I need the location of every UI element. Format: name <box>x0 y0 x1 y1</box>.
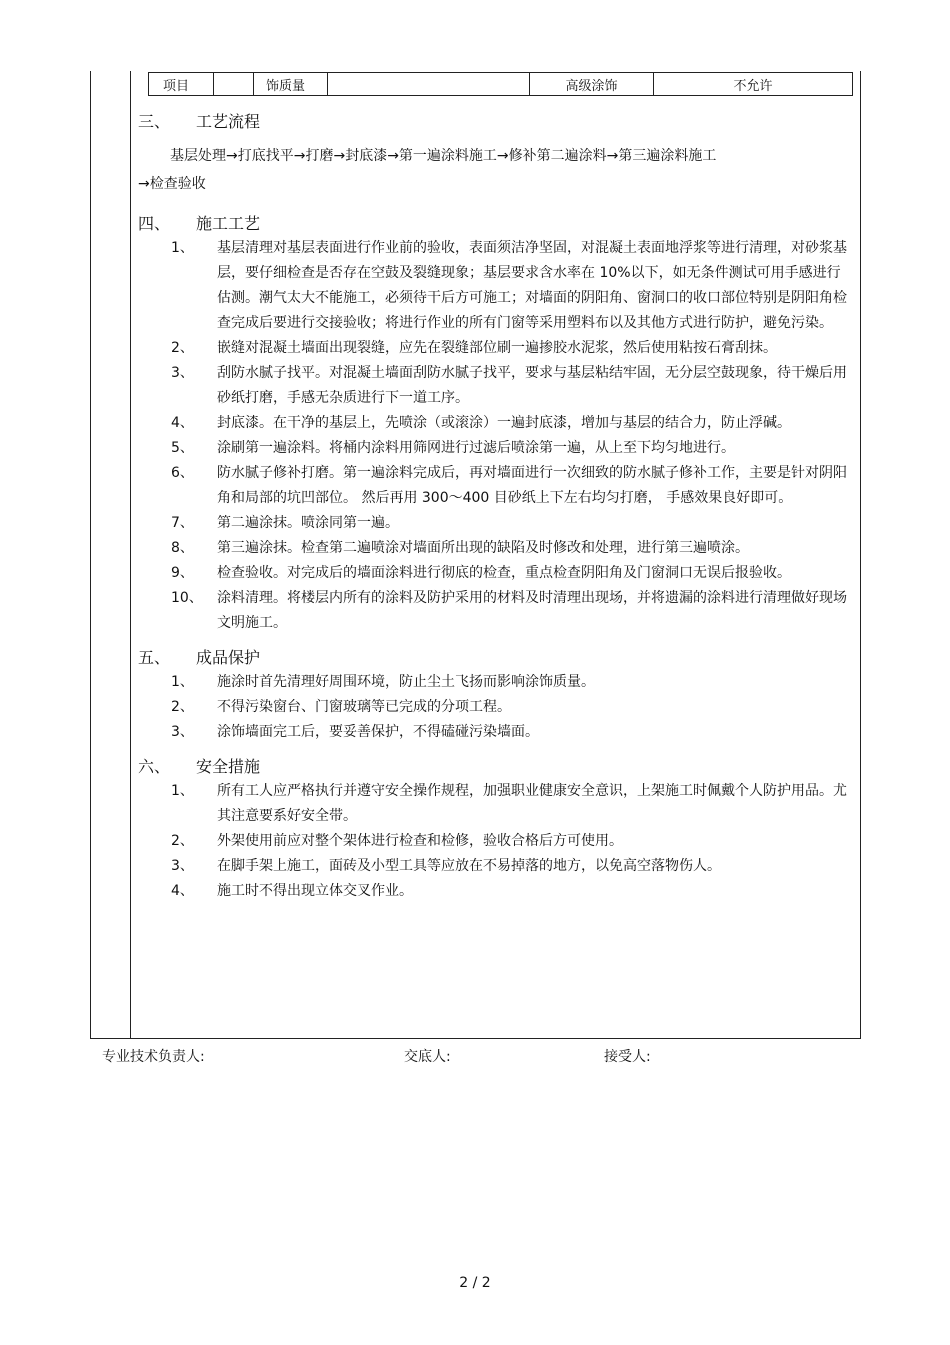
list-item <box>138 361 853 411</box>
quality-table-row <box>148 72 853 96</box>
item-text: 第三遍涂抹。检查第二遍喷涂对墙面所出现的缺陷及时修改和处理，进行第三遍喷涂。 <box>217 540 749 556</box>
section-heading-construction-process <box>138 208 853 236</box>
item-number: 6、 <box>171 465 194 481</box>
receiver-label: 接受人: <box>604 1049 651 1065</box>
section-number: 四、 <box>138 213 171 233</box>
table-cell-result: 不允许 <box>733 78 773 94</box>
left-column-divider <box>130 71 131 1039</box>
table-cell-empty <box>214 73 254 95</box>
item-number: 4、 <box>171 883 194 899</box>
item-number: 2、 <box>171 833 194 849</box>
list-item <box>138 695 853 720</box>
section-title: 施工工艺 <box>196 213 261 233</box>
construction-steps-list <box>138 236 853 636</box>
item-number: 8、 <box>171 540 194 556</box>
list-item <box>138 670 853 695</box>
tech-lead-label: 专业技术负责人: <box>102 1049 205 1065</box>
process-flow-line-2: →检查验收 <box>138 176 206 192</box>
item-text: 涂料清理。将楼层内所有的涂料及防护采用的材料及时清理出现场，并将遗漏的涂料进行清理做好现场文明施工。 <box>217 590 847 631</box>
list-item <box>138 336 853 361</box>
section-number: 六、 <box>138 756 171 776</box>
item-text: 嵌缝对混凝土墙面出现裂缝，应先在裂缝部位刷一遍掺胶水泥浆，然后使用粘按石膏刮抹。 <box>217 340 777 356</box>
section-heading-safety-measures <box>138 751 853 779</box>
safety-list <box>138 779 853 904</box>
item-text: 检查验收。对完成后的墙面涂料进行彻底的检查，重点检查阴阳角及门窗洞口无误后报验收。 <box>217 565 791 581</box>
list-item <box>138 829 853 854</box>
table-cell-grade: 高级涂饰 <box>530 73 654 95</box>
item-number: 2、 <box>171 340 194 356</box>
table-cell-empty-2 <box>328 73 530 95</box>
item-text: 在脚手架上施工，面砖及小型工具等应放在不易掉落的地方，以免高空落物伤人。 <box>217 858 721 874</box>
item-text: 所有工人应严格执行并遵守安全操作规程，加强职业健康安全意识，上架施工时佩戴个人防护用品。尤其注意要系好安全带。 <box>217 783 847 824</box>
page-number: 2 / 2 <box>459 1275 491 1291</box>
list-item <box>138 854 853 879</box>
section-number: 三、 <box>138 111 171 131</box>
item-number: 10、 <box>171 590 203 606</box>
item-number: 1、 <box>171 674 194 690</box>
list-item <box>138 411 853 436</box>
item-number: 9、 <box>171 565 194 581</box>
table-cell-quality: 饰质量 <box>254 73 328 95</box>
section-title: 安全措施 <box>196 756 261 776</box>
item-number: 1、 <box>171 240 194 256</box>
item-number: 5、 <box>171 440 194 456</box>
item-text: 封底漆。在干净的基层上，先喷涂（或滚涂）一遍封底漆，增加与基层的结合力，防止浮碱。 <box>217 415 791 431</box>
item-number: 4、 <box>171 415 194 431</box>
item-text: 不得污染窗台、门窗玻璃等已完成的分项工程。 <box>217 699 511 715</box>
item-number: 3、 <box>171 858 194 874</box>
table-cell-item: 项目 <box>149 73 214 95</box>
section-title: 成品保护 <box>196 647 261 667</box>
list-item <box>138 236 853 336</box>
list-item <box>138 879 853 904</box>
item-text: 施涂时首先清理好周围环境，防止尘土飞扬而影响涂饰质量。 <box>217 674 595 690</box>
item-text: 施工时不得出现立体交叉作业。 <box>217 883 413 899</box>
item-number: 7、 <box>171 515 194 531</box>
section-heading-process-flow <box>138 106 853 134</box>
list-item <box>138 720 853 745</box>
list-item <box>138 561 853 586</box>
item-text: 外架使用前应对整个架体进行检查和检修，验收合格后方可使用。 <box>217 833 623 849</box>
process-flow-line-1: 基层处理→打底找平→打磨→封底漆→第一遍涂料施工→修补第二遍涂料→第三遍涂料施工 <box>170 148 717 164</box>
section-heading-product-protection <box>138 642 853 670</box>
item-text: 基层清理对基层表面进行作业前的验收，表面须洁净坚固，对混凝土表面地浮浆等进行清理，对砂浆基层，要仔细检查是否存在空鼓及裂缝现象；基层要求含水率在 10%以下，如无条件测试可用手感进行估测。潮气太大不能施工，必须待干后方可施工；对墙面的阴阳角、窗洞口的收口部位特别是阴阳角检查完成后要进行交接验收；将进行作业的所有门窗等采用塑料布以及其他方式进行防护，避免污染。 <box>217 240 847 331</box>
item-number: 1、 <box>171 783 194 799</box>
list-item <box>138 436 853 461</box>
list-item <box>138 536 853 561</box>
discloser-label: 交底人: <box>404 1049 451 1065</box>
item-text: 防水腻子修补打磨。第一遍涂料完成后，再对墙面进行一次细致的防水腻子修补工作，主要是针对阴阳角和局部的坑凹部位。 然后再用 300～400 目砂纸上下左右均匀打磨， 手感效果良好即可。 <box>217 465 847 506</box>
item-text: 涂饰墙面完工后，要妥善保护，不得磕碰污染墙面。 <box>217 724 539 740</box>
document-body <box>138 100 853 904</box>
item-text: 涂刷第一遍涂料。将桶内涂料用筛网进行过滤后喷涂第一遍，从上至下均匀地进行。 <box>217 440 735 456</box>
item-text: 刮防水腻子找平。对混凝土墙面刮防水腻子找平，要求与基层粘结牢固，无分层空鼓现象，待干燥后用砂纸打磨，手感无杂质进行下一道工序。 <box>217 365 847 406</box>
list-item <box>138 461 853 511</box>
item-number: 3、 <box>171 724 194 740</box>
protection-list <box>138 670 853 745</box>
section-title: 工艺流程 <box>196 111 261 131</box>
list-item <box>138 586 853 636</box>
item-number: 3、 <box>171 365 194 381</box>
section-number: 五、 <box>138 647 171 667</box>
item-number: 2、 <box>171 699 194 715</box>
item-text: 第二遍涂抹。喷涂同第一遍。 <box>217 515 399 531</box>
list-item <box>138 511 853 536</box>
list-item <box>138 779 853 829</box>
